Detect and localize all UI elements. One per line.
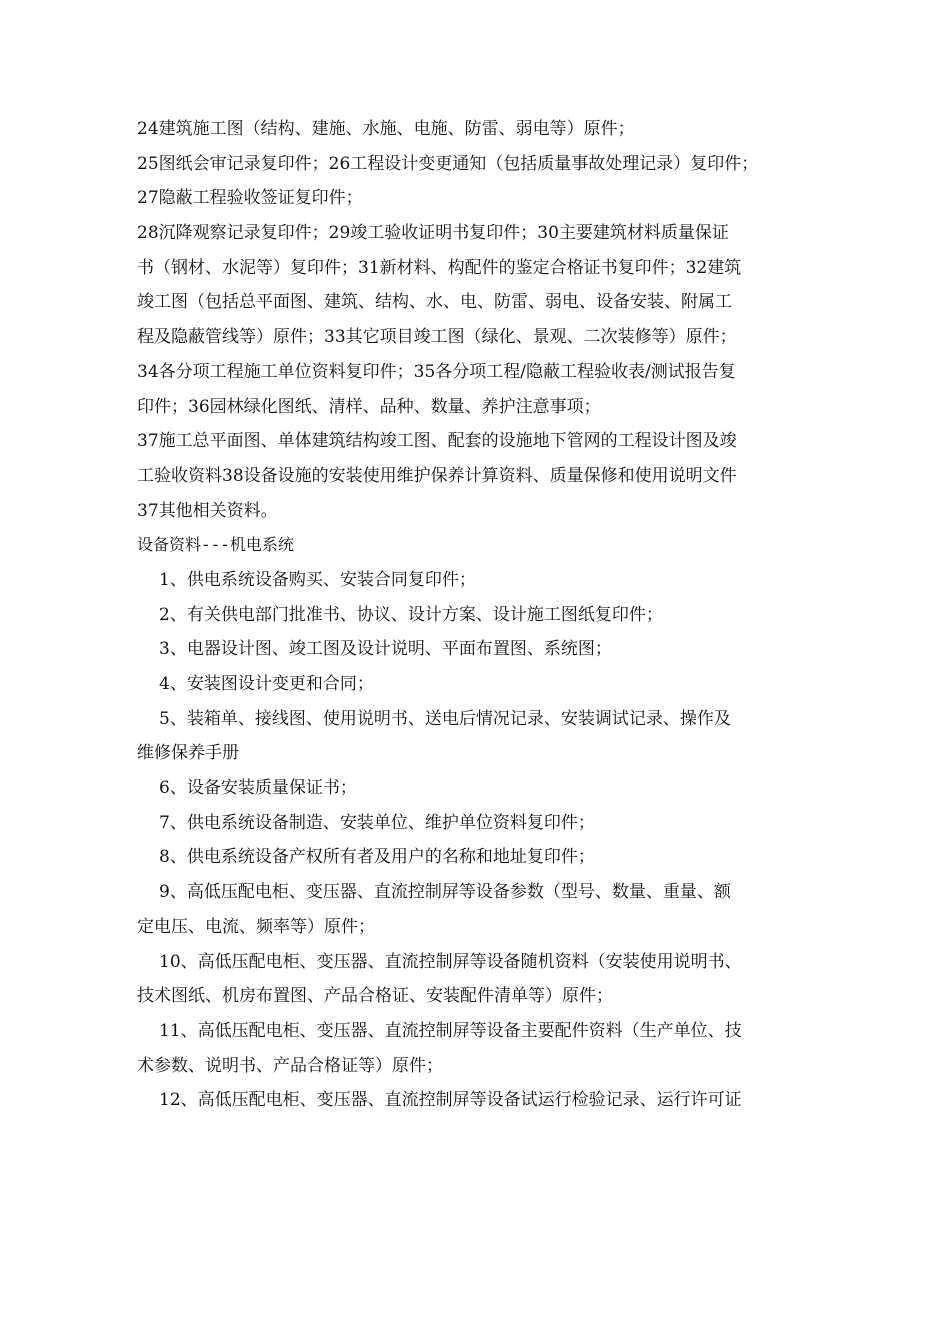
list-item: 10、高低压配电柜、变压器、直流控制屏等设备随机资料（安装使用说明书、 — [159, 951, 742, 972]
list-item: 8、供电系统设备产权所有者及用户的名称和地址复印件； — [159, 847, 595, 868]
list-item-continuation: 维修保养手册 — [137, 743, 239, 764]
list-item: 6、设备安装质量保证书； — [159, 778, 357, 799]
text-line: 工验收资料38设备设施的安装使用维护保养计算资料、质量保修和使用说明文件 — [137, 465, 737, 486]
text-line: 竣工图（包括总平面图、建筑、结构、水、电、防雷、弱电、设备安装、附属工 — [137, 292, 732, 313]
list-item: 9、高低压配电柜、变压器、直流控制屏等设备参数（型号、数量、重量、额 — [159, 882, 731, 903]
list-item: 7、供电系统设备制造、安装单位、维护单位资料复印件； — [159, 812, 595, 833]
list-item: 11、高低压配电柜、变压器、直流控制屏等设备主要配件资料（生产单位、技 — [159, 1020, 742, 1041]
text-line: 27隐蔽工程验收签证复印件； — [137, 188, 363, 209]
list-item: 2、有关供电部门批准书、协议、设计方案、设计施工图纸复印件； — [159, 604, 663, 625]
list-item: 5、装箱单、接线图、使用说明书、送电后情况记录、安装调试记录、操作及 — [159, 708, 731, 729]
text-line: 印件；36园林绿化图纸、清样、品种、数量、养护注意事项； — [137, 396, 601, 417]
text-line: 程及隐蔽管线等）原件；33其它项目竣工图（绿化、景观、二次装修等）原件； — [137, 327, 737, 348]
list-item-continuation: 术参数、说明书、产品合格证等）原件； — [137, 1055, 443, 1076]
text-line: 24建筑施工图（结构、建施、水施、电施、防雷、弱电等）原件； — [137, 119, 635, 139]
list-item: 1、供电系统设备购买、安装合同复印件； — [159, 569, 476, 590]
list-item-continuation: 定电压、电流、频率等）原件； — [137, 916, 375, 937]
text-line: 28沉降观察记录复印件；29竣工验收证明书复印件；30主要建筑材料质量保证 — [137, 223, 729, 244]
list-item: 12、高低压配电柜、变压器、直流控制屏等设备试运行检验记录、运行许可证 — [159, 1090, 742, 1111]
text-line: 书（钢材、水泥等）复印件；31新材料、构配件的鉴定合格证书复印件；32建筑 — [137, 257, 742, 278]
section-title: 设备资料---机电系统 — [137, 535, 294, 555]
document-page — [137, 112, 837, 1118]
text-line: 37施工总平面图、单体建筑结构竣工图、配套的设施地下管网的工程设计图及竣 — [137, 431, 737, 452]
list-item: 3、电器设计图、竣工图及设计说明、平面布置图、系统图； — [159, 639, 612, 660]
list-item-continuation: 技术图纸、机房布置图、产品合格证、安装配件清单等）原件； — [137, 986, 613, 1007]
text-line: 37其他相关资料。 — [137, 500, 278, 521]
text-line: 34各分项工程施工单位资料复印件；35各分项工程/隐蔽工程验收表/测试报告复 — [137, 361, 736, 382]
text-line: 25图纸会审记录复印件；26工程设计变更通知（包括质量事故处理记录）复印件； — [137, 153, 759, 174]
list-item: 4、安装图设计变更和合同； — [159, 674, 374, 694]
